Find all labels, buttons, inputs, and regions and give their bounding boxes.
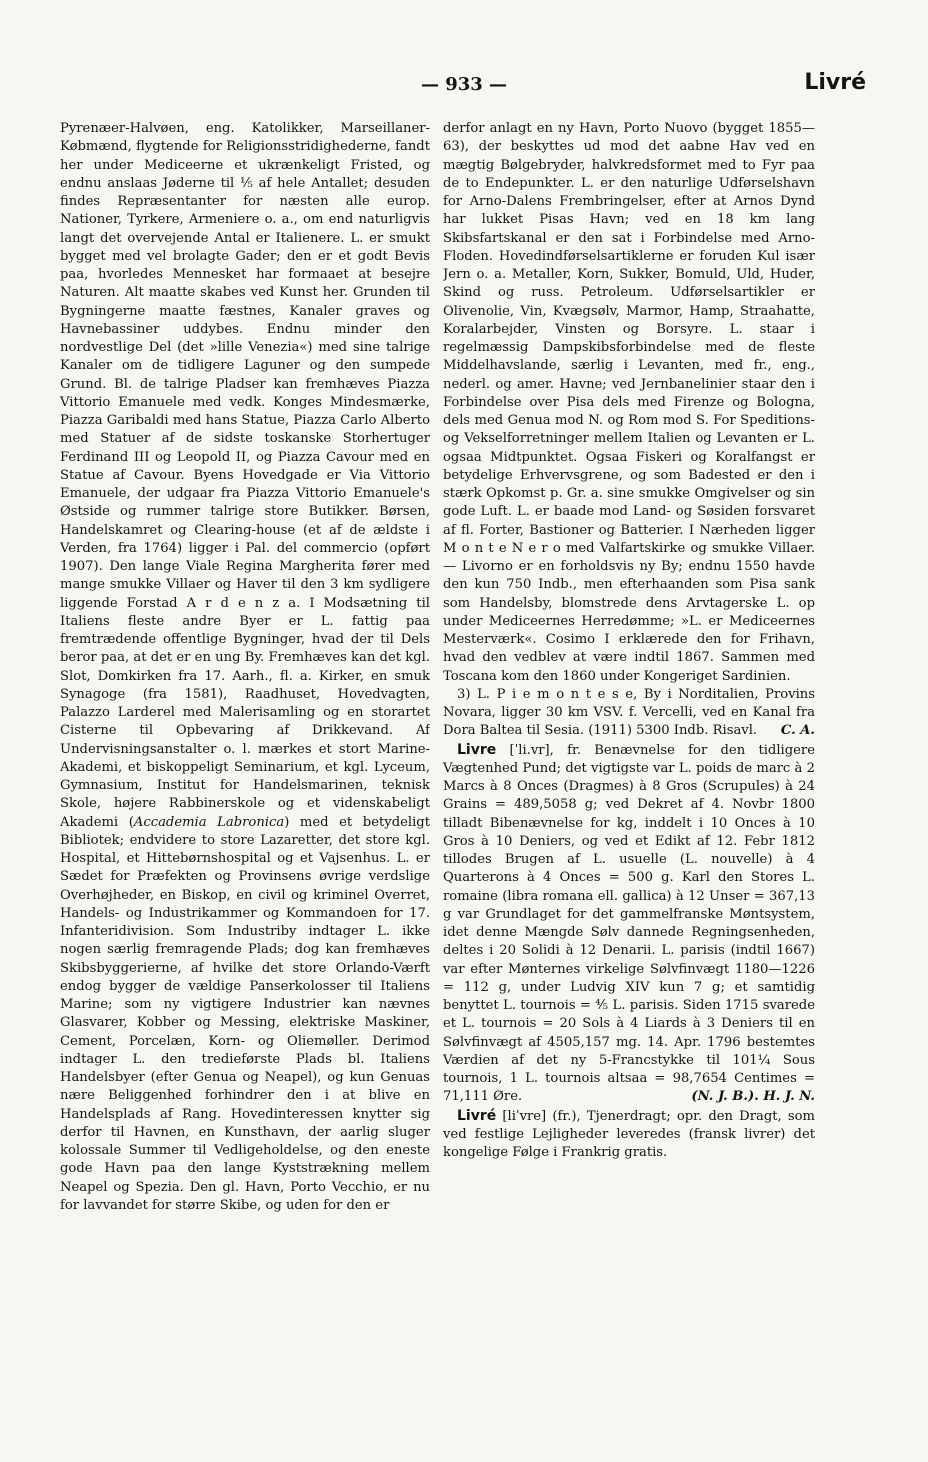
right-column (443, 120, 815, 1360)
entry-livorno-piemontese (443, 686, 815, 741)
paragraph (60, 120, 430, 1215)
body-text: 3) L. P i e m o n t e s e, By i Norditalien, Provins Novara, ligger 30 km VSV. f. Vercelli, ved en Kanal fra Dora Baltea til Sesia. (1911) 5300 Indb. Risavl. (443, 686, 815, 739)
page-header (60, 70, 868, 100)
italic-term: Accademia Labronica (133, 814, 285, 830)
running-head: Livré (804, 70, 866, 95)
author-signature: (N. J. B.). H. J. N. (691, 1089, 815, 1105)
entry-livre-tjenerdragt (443, 1107, 815, 1163)
page-number: — 933 — (420, 74, 508, 95)
body-text: Pyrenæer-Halvøen, eng. Katolikker, Marseillaner-Købmænd, flygtende for Religionsstridighederne, fandt her under Mediceerne et ukrænkeligt Fristed, og endnu anslaas Jøderne til ⅕ af hele Antallet; desuden findes Repræsentanter for næsten alle europ. Nationer, Tyrkere, Armeniere o. a., om end naturligvis langt det overvejende Antal er Italienere. L. er smukt bygget med vel brolagte Gader; den er et godt Bevis paa, hvorledes Mennesket har formaaet at besejre Naturen. Alt maatte skabes ved Kunst her. Grunden til Bygningerne maatte fæstnes, Kanaler graves og Havnebassiner uddybes. Endnu minder den nordvestlige Del (det »lille Venezia«) med sine talrige Kanaler om de tidligere Laguner og den sumpede Grund. Bl. de talrige Pladser kan fremhæves Piazza Vittorio Emanuele med vedk. Konges Mindesmærke, Piazza Garibaldi med hans Statue, Piazza Carlo Alberto med Statuer af de sidste toskanske Storhertuger Ferdinand III og Leopold II, og Piazza Cavour med en Statue af Cavour. Byens Hovedgade er Via Vittorio Emanuele, der udgaar fra Piazza Vittorio Emanuele's Østside og rummer talrige store Butikker. Børsen, Handelskamret og Clearing-house (et af de ældste i Verden, fra 1764) ligger i Pal. del commercio (opført 1907). Den lange Viale Regina Margherita fører med mange smukke Villaer og Haver til den 3 km sydligere liggende Forstad A r d e n z a. I Modsætning til Italiens fleste andre Byer er L. fattig paa fremtrædende offentlige Bygninger, hvad der til Dels beror paa, at det er en ung By. Fremhæves kan det kgl. Slot, Domkirken fra 17. Aarh., fl. a. Kirker, en smuk Synagoge (fra 1581), Raadhuset, Hovedvagten, Palazzo Larderel med Malerisamling og en storartet Cisterne til Opbevaring af Drikkevand. Af Undervisningsanstalter o. l. mærkes et stort Marine-Akademi, et biskoppeligt Seminarium, et kgl. Lyceum, Gymnasium, Institut for Handelsmarinen, teknisk Skole, højere Rabbinerskole og et videnskabeligt Akademi ( (60, 121, 430, 830)
paragraph: derfor anlagt en ny Havn, Porto Nuovo (bygget 1855—63), der beskyttes ud mod det aabne Hav ved en mægtig Bølgebryder, halvkredsformet med to Fyr paa de to Endepunkter. L. er den naturlige Udførselshavn for Arno-Dalens Frembringelser, efter at Arnos Dynd har lukket Pisas Havn; ved en 18 km lang Skibsfartskanal er den sat i Forbindelse med Arno-Floden. Hovedindførselsartiklerne er foruden Kul især Jern o. a. Metaller, Korn, Sukker, Bomuld, Uld, Huder, Skind og russ. Petroleum. Udførselsartikler er Olivenolie, Vin, Kvægsølv, Marmor, Hamp, Straahatte, Koralarbejder, Vinsten og Borsyre. L. staar i regelmæssig Dampskibsforbindelse med de fleste Middelhavslande, særlig i Levanten, med fr., eng., nederl. og amer. Havne; ved Jernbanelinier staar den i Forbindelse over Pisa dels med Firenze og Bologna, dels med Genua mod N. og Rom mod S. For Speditions- og Vekselforretninger mellem Italien og Levanten er L. ogsaa Midtpunktet. Ogsaa Fiskeri og Koralfangst er betydelige Erhvervsgrene, og som Badested er den i stærk Opkomst p. Gr. a. sine smukke Omgivelser og sin gode Luft. L. er baade mod Land- og Søsiden forsvaret af fl. Forter, Bastioner og Batterier. I Nærheden ligger M o n t e N e r o med Valfartskirke og smukke Villaer. — Livorno er en forholdsvis ny By; endnu 1550 havde den kun 750 Indb., men efterhaanden som Pisa sank som Handelsby, blomstrede dens Arvtagerske L. op under Mediceernes Herredømme; »L. er Mediceernes Mesterværk«. Cosimo I erklærede den for Frihavn, hvad den vedblev at være indtil 1867. Sammen med Toscana kom den 1860 under Kongeriget Sardinien. (443, 121, 815, 684)
author-signature: C. A. (780, 723, 815, 739)
body-text: [liˈvre] (fr.), Tjenerdragt; opr. den Dragt, som ved festlige Lejligheder leveredes (fransk livrer) det kongelige Følge i Frankrig gratis. (443, 1108, 815, 1160)
headword: Livre (457, 741, 497, 758)
body-text: ) med et betydeligt Bibliotek; endvidere to store Lazaretter, det store kgl. Hospital, et Hittebørnshospital og et Vajsenhus. L. er Sædet for Præfekten og Provinsens øvrige verdslige Overhøjheder, en Biskop, en civil og kriminel Overret, Handels- og Industrikammer og Kommandoen for 17. Infanteridivision. Som Industriby indtager L. ikke nogen særlig fremragende Plads; dog kan fremhæves Skibsbyggerierne, af hvilke det store Orlando-Værft endog bygger de vældige Panserkolosser til Italiens Marine; som ny vigtigere Industrier kan nævnes Glasvarer, Kobber og Messing, elektriske Maskiner, Cement, Porcelæn, Korn- og Oliemøller. Derimod indtager L. den tredieførste Plads bl. Italiens Handelsbyer (efter Genua og Neapel), og kun Genuas nære Beliggenhed forhindrer den i at blive en Handelsplads af Rang. Hovedinteressen knytter sig derfor til Havnen, en Kunsthavn, der aarlig sluger kolossale Summer til Vedligeholdelse, og den eneste gode Havn paa den lange Kyststrækning mellem Neapel og Spezia. Den gl. Havn, Porto Vecchio, er nu for lavvandet for større Skibe, og uden for den er (60, 814, 430, 1213)
headword: Livré (457, 1107, 497, 1124)
entry-livre (443, 741, 815, 1107)
left-column (60, 120, 430, 1360)
body-text: [ˈli.vr], fr. Benævnelse for den tidligere Vægtenhed Pund; det vigtigste var L. poids de marc à 2 Marcs à 8 Onces (Dragmes) à 8 Gros (Scrupules) à 24 Grains = 489,5058 g; ved Dekret af 4. Novbr 1800 tilladt Bibenævnelse for kg, inddelt i 10 Onces à 10 Gros à 10 Deniers, og ved et Edikt af 12. Febr 1812 tillodes Brugen af L. usuelle (L. nouvelle) à 4 Quarterons à 4 Onces = 500 g. Karl den Stores L. romaine (libra romana ell. gallica) à 12 Unser = 367,13 g var Grundlaget for det gammelfranske Møntsystem, idet denne Mængde Sølv dannede Regningsenheden, deltes i 20 Solidi à 12 Denarii. L. parisis (indtil 1667) var efter Mønternes virkelige Sølvfinvægt 1180—1226 = 112 g, under Ludvig XIV kun 7 g; et samtidig benyttet L. tournois = ⅘ L. parisis. Siden 1715 svarede et L. tournois = 20 Sols à 4 Liards à 3 Deniers til en Sølvfinvægt af 4505,157 mg. 14. Apr. 1796 bestemtes Værdien af det ny 5-Francstykke til 101¼ Sous tournois, 1 L. tournois altsaa = 98,7654 Centimes = 71,111 Øre. (443, 742, 815, 1105)
